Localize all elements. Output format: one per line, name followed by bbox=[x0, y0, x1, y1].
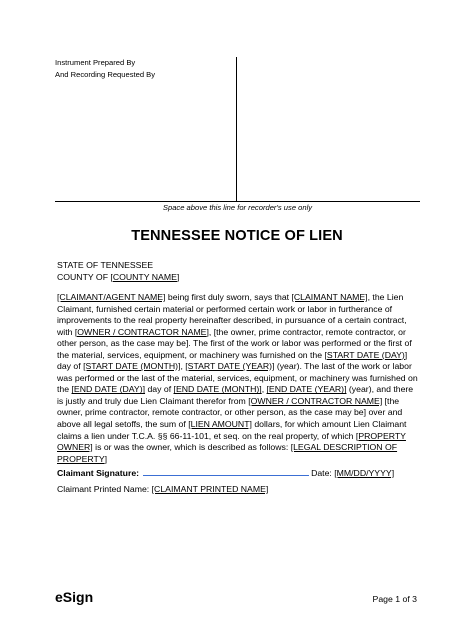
claimant-signature-label: Claimant Signature: bbox=[57, 468, 140, 478]
property-owner-field[interactable]: [PROPERTY OWNER] bbox=[57, 430, 406, 453]
para-text: , bbox=[261, 384, 267, 395]
para-text: dollars, for which amount Lien Claimant claims a lien under T.C.A. §§ 66-11-101, et seq. on the real property, of which bbox=[57, 419, 407, 441]
para-text: is or was the owner, which is described as follows: bbox=[92, 442, 291, 453]
para-text: , the Lien Claimant, furnished certain material or performed certain work or labor in furtherance of improvements to the real property hereinafter described, in pursuance of a certain contract, with bbox=[57, 292, 407, 337]
start-day-field[interactable]: [START DATE (DAY)] bbox=[324, 349, 408, 360]
para-text: being first duly sworn, says that bbox=[165, 292, 292, 302]
recorder-space-note: Space above this line for recorder's use only bbox=[162, 203, 313, 212]
affidavit-paragraph bbox=[57, 292, 421, 465]
claimant-agent-field[interactable]: [CLAIMANT/AGENT NAME] bbox=[57, 292, 166, 302]
end-year-field[interactable]: [END DATE (YEAR)] bbox=[266, 384, 347, 395]
para-text: , bbox=[180, 361, 186, 372]
para-text: day of bbox=[57, 361, 84, 372]
prepared-by-label: Instrument Prepared By bbox=[55, 58, 136, 67]
page-number: Page 1 of 3 bbox=[372, 594, 417, 604]
end-day-field[interactable]: [END DATE (DAY)] bbox=[71, 384, 146, 395]
legal-description-field[interactable]: [LEGAL DESCRIPTION OF PROPERTY] bbox=[57, 442, 398, 464]
state-line: STATE OF TENNESSEE bbox=[57, 260, 154, 270]
owner-contractor-field-2[interactable]: [OWNER / CONTRACTOR NAME] bbox=[248, 395, 383, 406]
recorder-box bbox=[55, 57, 237, 202]
start-month-field[interactable]: [START DATE (MONTH)] bbox=[83, 361, 181, 372]
signature-row bbox=[57, 466, 427, 478]
recorder-horizontal-divider bbox=[55, 201, 420, 202]
printed-name-label: Claimant Printed Name: bbox=[57, 484, 152, 494]
document-title: TENNESSEE NOTICE OF LIEN bbox=[131, 228, 343, 244]
claimant-name-field[interactable]: [CLAIMANT NAME] bbox=[291, 292, 368, 302]
lien-amount-field[interactable]: [LIEN AMOUNT] bbox=[188, 419, 252, 430]
printed-name-field[interactable]: [CLAIMANT PRINTED NAME] bbox=[151, 484, 269, 494]
signature-date-field[interactable]: [MM/DD/YYYY] bbox=[334, 468, 395, 478]
para-text: [the owner, prime contractor, remote contractor, or other person, as the case may be] over and above all legal setoffs, the sum of bbox=[57, 395, 403, 430]
owner-contractor-field[interactable]: [OWNER / CONTRACTOR NAME] bbox=[74, 326, 209, 337]
printed-name-row bbox=[57, 484, 268, 494]
recorder-vertical-divider bbox=[236, 57, 237, 201]
start-year-field[interactable]: [START DATE (YEAR)] bbox=[185, 361, 275, 372]
para-text: (year). The last of the work or labor was performed or the last of the material, services, equipment, or machinery was furnished on the bbox=[57, 361, 418, 395]
recording-requested-label: And Recording Requested By bbox=[55, 70, 156, 79]
county-name-field[interactable]: [COUNTY NAME] bbox=[110, 271, 180, 282]
venue-block bbox=[57, 260, 179, 283]
county-prefix: COUNTY OF bbox=[57, 271, 111, 282]
para-text: , [the owner, prime contractor, remote contractor, or other person, as the case may be]. The first of the work or labor was performed or the first of the material, services, equipment, or machinery was furnished on the bbox=[57, 326, 412, 360]
esign-logo: eSign bbox=[55, 589, 94, 605]
county-line bbox=[57, 272, 179, 284]
end-month-field[interactable]: [END DATE (MONTH)] bbox=[173, 384, 262, 395]
date-label: Date: bbox=[311, 468, 335, 478]
para-text: day of bbox=[145, 384, 174, 395]
claimant-signature-line[interactable] bbox=[143, 466, 309, 476]
para-text: (year), and there is justly and truly due Lien Claimant therefor from bbox=[57, 384, 414, 406]
